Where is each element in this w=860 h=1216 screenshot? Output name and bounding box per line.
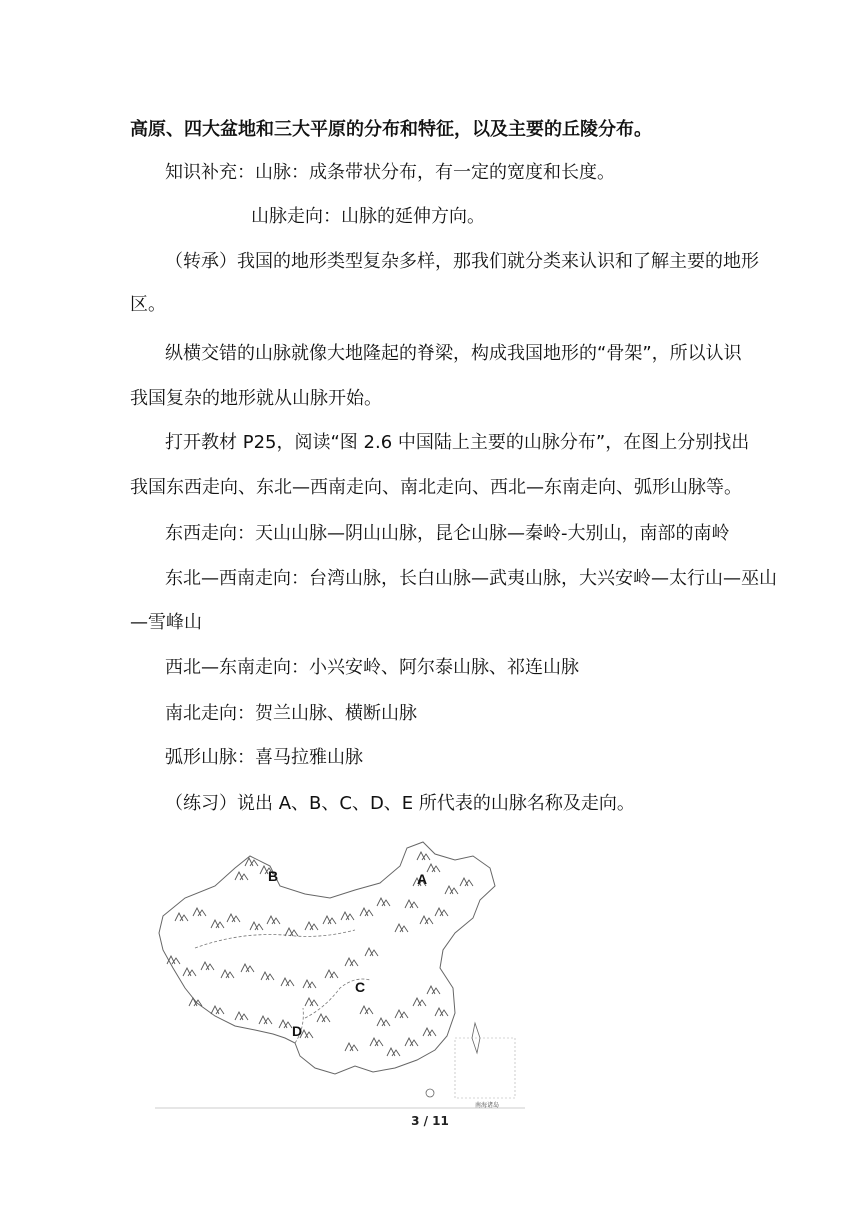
map-label-b: B xyxy=(268,868,279,884)
china-mountain-map xyxy=(155,838,525,1110)
country-outline xyxy=(159,842,495,1074)
paragraph-14: 南北走向：贺兰山脉、横断山脉 xyxy=(165,703,417,724)
paragraph-4: （转承）我国的地形类型复杂多样，那我们就分类来认识和了解主要的地形 xyxy=(165,251,759,272)
map-label-d: D xyxy=(292,1023,303,1039)
map-label-a: A xyxy=(417,871,428,887)
paragraph-7: 我国复杂的地形就从山脉开始。 xyxy=(130,388,382,409)
paragraph-15: 弧形山脉：喜马拉雅山脉 xyxy=(165,747,363,768)
paragraph-5: 区。 xyxy=(130,294,166,315)
map-label-c: C xyxy=(355,979,366,995)
paragraph-16: （练习）说出 A、B、C、D、E 所代表的山脉名称及走向。 xyxy=(165,793,635,814)
paragraph-6: 纵横交错的山脉就像大地隆起的脊梁，构成我国地形的“骨架”，所以认识 xyxy=(165,343,742,364)
paragraph-1: 高原、四大盆地和三大平原的分布和特征，以及主要的丘陵分布。 xyxy=(130,119,652,140)
paragraph-11: 东北—西南走向：台湾山脉，长白山脉—武夷山脉，大兴安岭—太行山—巫山 xyxy=(165,568,777,589)
page-number: 3 / 11 xyxy=(411,1114,449,1128)
paragraph-2: 知识补充：山脉：成条带状分布，有一定的宽度和长度。 xyxy=(165,162,615,183)
paragraph-12: —雪峰山 xyxy=(130,612,202,633)
paragraph-10: 东西走向：天山山脉—阴山山脉，昆仑山脉—秦岭-大别山，南部的南岭 xyxy=(165,523,730,544)
paragraph-3: 山脉走向：山脉的延伸方向。 xyxy=(251,206,485,227)
paragraph-13: 西北—东南走向：小兴安岭、阿尔泰山脉、祁连山脉 xyxy=(165,657,579,678)
map-inset-label: 南海诸岛 xyxy=(475,1102,500,1109)
paragraph-9: 我国东西走向、东北—西南走向、南北走向、西北—东南走向、弧形山脉等。 xyxy=(130,477,742,498)
paragraph-8: 打开教材 P25，阅读“图 2.6 中国陆上主要的山脉分布”，在图上分别找出 xyxy=(165,432,750,453)
